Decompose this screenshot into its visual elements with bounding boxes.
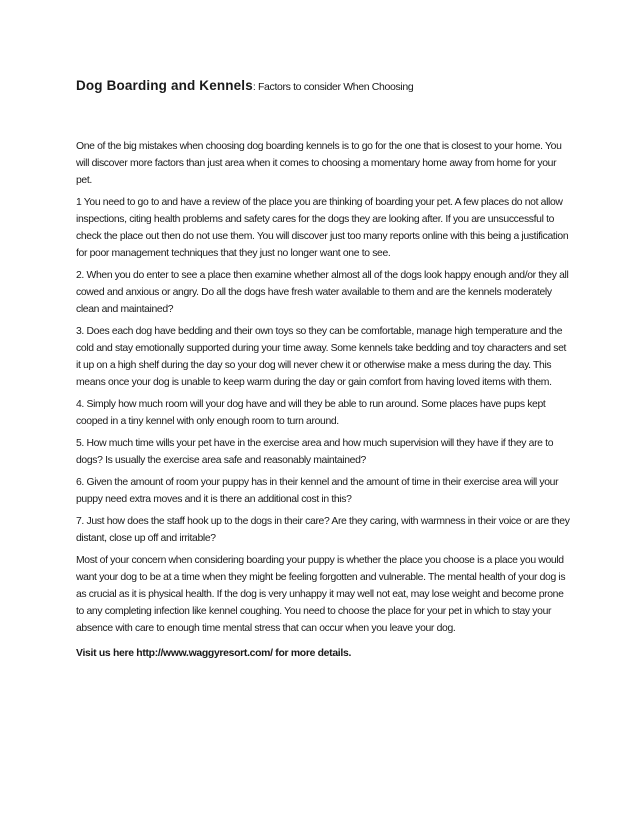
intro-paragraph: One of the big mistakes when choosing dog boarding kennels is to go for the one that is closest to your home. You will discover more factors than just area when it comes to choosing a momentary home away from home for your pet. — [76, 141, 562, 186]
point-3-paragraph: 3. Does each dog have bedding and their own toys so they can be comfortable, manage high temperature and the cold and stay emotionally supported during your time away. Some kennels take bedding and toy characters and set it up on a high shelf during the day so your dog will never chew it or otherwise make a mess during the day. This means once your dog is unable to keep warm during the day or gain comfort from having loved items with them. — [76, 326, 567, 388]
title-main: Dog Boarding and Kennels — [76, 78, 253, 93]
document-page — [76, 76, 570, 662]
point-2-paragraph: 2. When you do enter to see a place then examine whether almost all of the dogs look happy enough and/or they all cowed and anxious or angry. Do all the dogs have fresh water available to them and are the kennels moderately clean and maintained? — [76, 270, 569, 315]
point-4-paragraph: 4. Simply how much room will your dog have and will they be able to run around. Some places have pups kept cooped in a tiny kennel with only enough room to turn around. — [76, 399, 546, 427]
point-5-paragraph: 5. How much time wills your pet have in the exercise area and how much supervision will they have if they are to dogs? Is usually the exercise area safe and reasonably maintained? — [76, 438, 554, 466]
point-6-paragraph: 6. Given the amount of room your puppy has in their kennel and the amount of time in their exercise area will your puppy need extra moves and it is there an additional cost in this? — [76, 477, 559, 505]
document-title — [76, 76, 570, 97]
point-1-paragraph: 1 You need to go to and have a review of the place you are thinking of boarding your pet. A few places do not allow inspections, citing health problems and safety cares for the dogs they are looking after. If you are unsuccessful to check the place out then do not use them. You will discover just too many reports online with this being a justification for poor management techniques that they just no longer want one to see. — [76, 197, 569, 259]
visit-link-text: Visit us here http://www.waggyresort.com/ for more details. — [76, 648, 352, 659]
title-subtitle: : Factors to consider When Choosing — [252, 81, 414, 93]
point-7-paragraph: 7. Just how does the staff hook up to the dogs in their care? Are they caring, with warmness in their voice or are they distant, close up off and irritable? — [76, 516, 570, 544]
conclusion-paragraph: Most of your concern when considering boarding your puppy is whether the place you choose is a place you would want your dog to be at a time when they might be feeling forgotten and vulnerable. The mental health of your dog is as crucial as it is physical health. If the dog is very unhappy it may well not eat, may lose weight and become prone to any completing infection like kennel coughing. You need to choose the place for your pet in which to stay your absence with care to enough time mental stress that can occur when you leave your dog. — [76, 555, 566, 634]
